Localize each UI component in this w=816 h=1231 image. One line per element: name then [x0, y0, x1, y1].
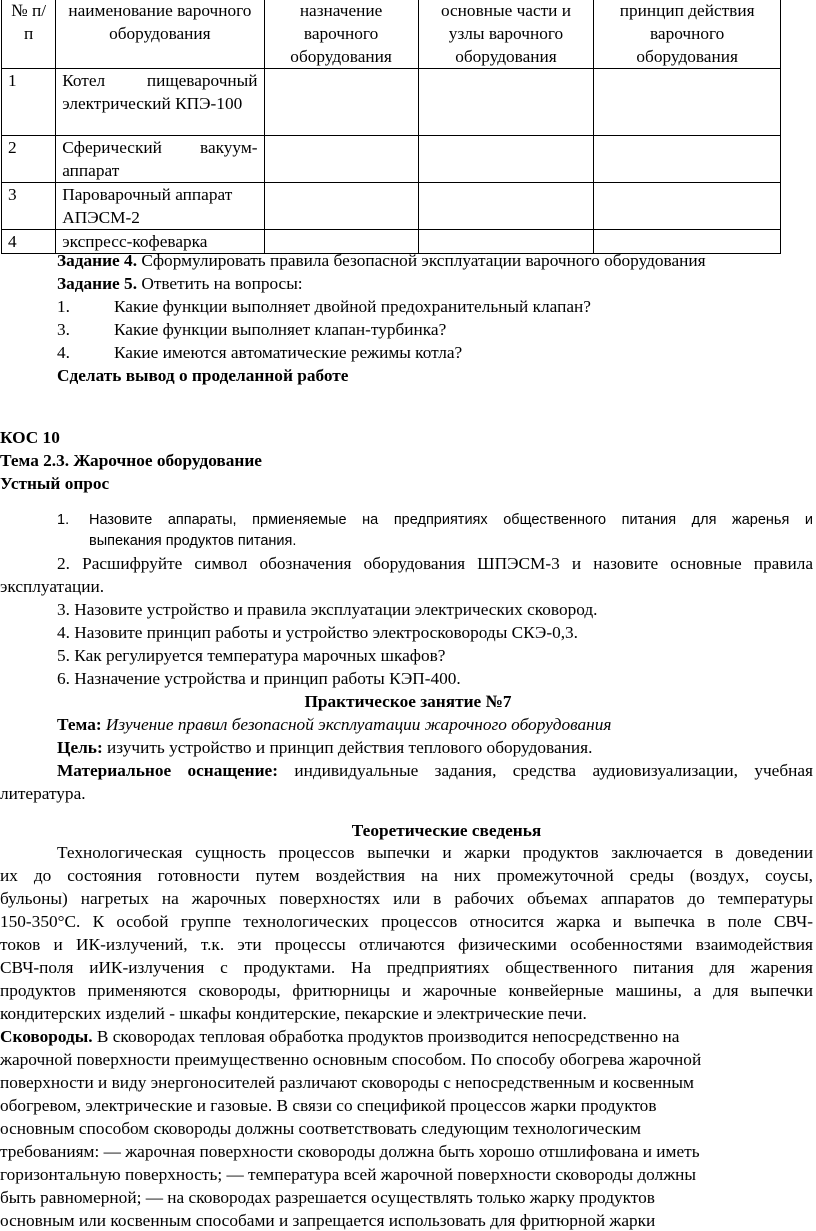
oral-q1-line1: Назовите аппараты, прмиеняемые на предприятиях общественного питания для жаренья и — [89, 512, 813, 528]
task4-label: Задание 4. — [57, 251, 138, 270]
row-cell — [264, 183, 418, 230]
theory-p1-line: бульоны) нагретых на жарочных поверхностях или в рабочих объемах аппаратов до температуры — [0, 889, 813, 908]
theory-p1-line: 150-350°С. К особой группе технологических процессов относится жарка и выпечка в поле СВЧ- — [0, 912, 813, 931]
practice-title: Практическое занятие №7 — [304, 692, 512, 711]
table-row — [2, 183, 781, 230]
task5-text: Ответить на вопросы: — [137, 274, 303, 293]
oral-q1-line2: выпекания продуктов питания. — [89, 533, 297, 549]
task5-line — [57, 273, 303, 294]
table-header-row — [2, 0, 781, 69]
topic-heading: Тема 2.3. Жарочное оборудование — [0, 451, 262, 470]
row-num: 2 — [2, 136, 56, 183]
row-name: Котел пищеварочный электрический КПЭ-100 — [56, 69, 264, 136]
skovorody-label: Сковороды. — [0, 1027, 93, 1046]
task4-text: Сформулировать правила безопасной эксплуатации варочного оборудования — [137, 251, 706, 270]
row-cell — [418, 136, 594, 183]
header-num: № п/п — [2, 0, 56, 69]
list-item: 1. Какие функции выполняет двойной предохранительный клапан? — [57, 297, 591, 316]
theory-p1-line: токов и ИК-излучений, т.к. эти процессы отличаются физическими особенностями взаимодействия — [0, 935, 813, 954]
row-name: Сферический вакуум-аппарат — [56, 136, 264, 183]
row-num: 4 — [2, 230, 56, 254]
list-item: 4. Какие имеются автоматические режимы котла? — [57, 343, 463, 362]
practice-materials: Материальное оснащение: индивидуальные задания, средства аудиовизуализации, учебная — [57, 761, 814, 780]
theory-p1-line: продуктов применяются сковороды, фритюрницы и жарочные конвейерные машины, а для выпечки — [0, 981, 813, 1000]
row-cell — [594, 69, 781, 136]
oral-q2-line2: эксплуатации. — [0, 577, 105, 596]
practice-materials-line2: литература. — [0, 784, 86, 803]
practice-theme: Тема: Изучение правил безопасной эксплуатации жарочного оборудования — [57, 715, 612, 734]
list-item: 5. Как регулируется температура марочных шкафов? — [57, 646, 446, 665]
row-name: экспресс-кофеварка — [56, 230, 264, 254]
task5-label: Задание 5. — [57, 274, 138, 293]
row-name: Пароварочный аппарат АПЭСМ-2 — [56, 183, 264, 230]
header-parts: основные части и узлы варочного оборудования — [418, 0, 594, 69]
equipment-table — [1, 0, 781, 254]
kos-heading: КОС 10 — [0, 428, 60, 447]
theory-p2-line: жарочной поверхности преимущественно основным способом. По способу обогрева жарочной — [0, 1050, 702, 1069]
oral-heading: Устный опрос — [0, 474, 110, 493]
list-item: 3. Назовите устройство и правила эксплуатации электрических сковород. — [57, 600, 598, 619]
theory-p1-line: Технологическая сущность процессов выпечки и жарки продуктов заключается в доведении — [57, 843, 813, 862]
theory-p2-line: горизонтальную поверхность; — температура всей жарочной поверхности сковороды должны — [0, 1165, 697, 1184]
header-name: наименование варочного оборудования — [56, 0, 264, 69]
table-row — [2, 69, 781, 136]
theory-p2-line: обогревом, электрические и газовые. В связи со спецификой процессов жарки продуктов — [0, 1096, 657, 1115]
theory-p2-line: быть равномерной; — на сковородах разрешается осуществлять только жарку продуктов — [0, 1188, 655, 1207]
theory-p1-line: их до состояния готовности путем воздействия на них промежуточной среды (воздух, соусы, — [0, 866, 813, 885]
conclusion: Сделать вывод о проделанной работе — [57, 366, 349, 385]
theory-p2-line: требованиям: — жарочная поверхности сковороды должна быть хорошо отшлифована и иметь — [0, 1142, 700, 1161]
row-num: 3 — [2, 183, 56, 230]
practice-goal: Цель: изучить устройство и принцип действия теплового оборудования. — [57, 738, 593, 757]
row-cell — [418, 69, 594, 136]
list-item: 4. Назовите принцип работы и устройство электросковороды СКЭ-0,3. — [57, 623, 579, 642]
row-cell — [264, 69, 418, 136]
theory-p2-line: основным или косвенным способами и запрещается использовать для фритюрной жарки — [0, 1211, 656, 1230]
row-cell — [418, 183, 594, 230]
row-num: 1 — [2, 69, 56, 136]
task4-line — [57, 250, 706, 271]
row-cell — [264, 136, 418, 183]
list-item: 1. — [57, 512, 70, 528]
theory-title: Теоретические сведенья — [351, 821, 542, 840]
theory-p2-line: поверхности и виду энергоносителей различают сковороды с непосредственным и косвенным — [0, 1073, 694, 1092]
header-purpose: назначение варочного оборудования — [264, 0, 418, 69]
theory-p1-line: кондитерских изделий - шкафы кондитерские, пекарские и электрические печи. — [0, 1004, 587, 1023]
theory-p2-line: основным способом сковороды должны соответствовать следующим технологическим — [0, 1119, 641, 1138]
list-item: 3. Какие функции выполняет клапан-турбинка? — [57, 320, 447, 339]
oral-q2-line1: 2. Расшифруйте символ обозначения оборудования ШПЭСМ-3 и назовите основные правила — [57, 554, 813, 573]
row-cell — [594, 183, 781, 230]
header-principle: принцип действия варочного оборудования — [594, 0, 781, 69]
theory-p1-line: СВЧ-поля иИК-излучения с продуктами. На предприятиях общественного питания для жарения — [0, 958, 813, 977]
row-cell — [594, 136, 781, 183]
list-item: 6. Назначение устройства и принцип работы КЭП-400. — [57, 669, 461, 688]
table-row — [2, 136, 781, 183]
theory-p2-line: Сковороды. В сковородах тепловая обработка продуктов производится непосредственно на — [0, 1027, 680, 1046]
